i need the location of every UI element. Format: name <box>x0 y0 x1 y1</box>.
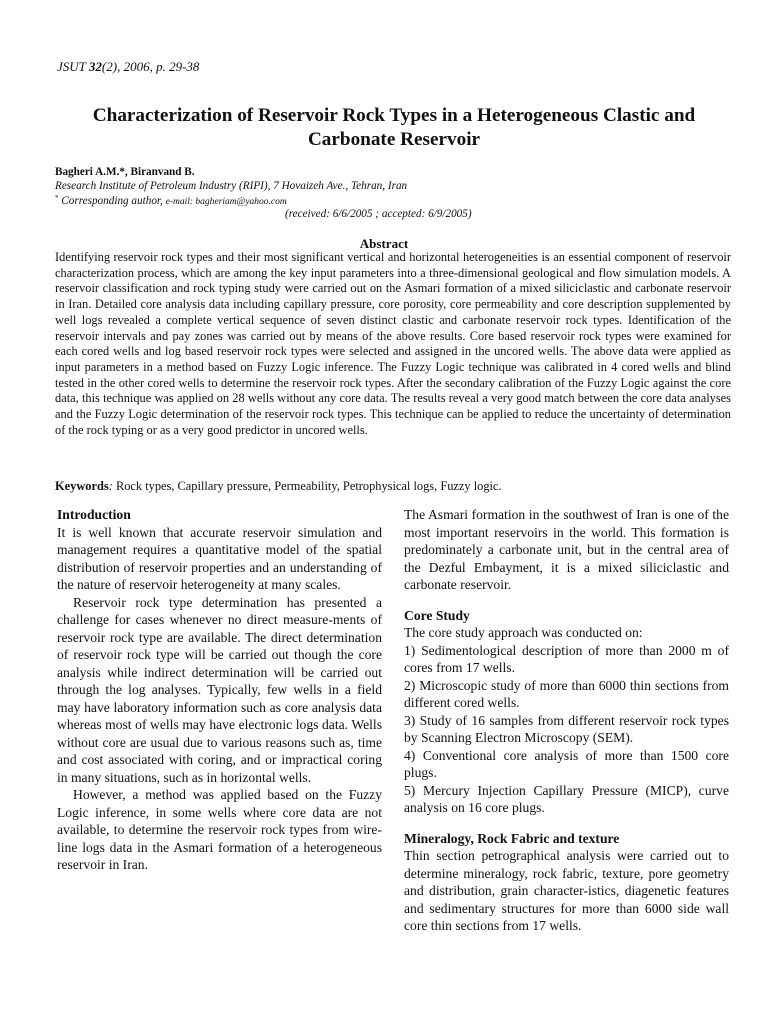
asmari-paragraph: The Asmari formation in the southwest of Iran is one of the most important reservoirs in the world. This formation is predominately a carbonate unit, but in the central area of the Dezful Embayment, it is a mixed siliciclastic and carbonate reservoir. <box>404 507 729 592</box>
right-column <box>404 506 729 935</box>
keywords-separator: : <box>108 479 116 493</box>
intro-paragraph-1: It is well known that accurate reservoir simulation and management requires a quantitative model of the spatial distribution of reservoir properties and an understanding of the nature of reservoir heterogeneity at many scales. <box>57 524 382 592</box>
mineralogy-heading: Mineralogy, Rock Fabric and texture <box>404 830 620 846</box>
asterisk-mark: * <box>55 194 59 202</box>
left-column <box>57 506 382 874</box>
keywords-label: Keywords <box>55 479 109 493</box>
intro-paragraph-3: However, a method was applied based on the Fuzzy Logic inference, in some wells where core data are not available, to determine the reservoir rock types from wire-line logs data in the Asmari formation of a heterogeneous reservoir in Iran. <box>57 787 382 872</box>
authors: Bagheri A.M.*, Biranvand B. <box>55 166 195 178</box>
core-study-item-2: 2) Microscopic study of more than 6000 thin sections from different cored wells. <box>404 677 729 710</box>
core-study-item-1: 1) Sedimentological description of more than 2000 m of cores from 17 wells. <box>404 642 729 675</box>
abstract-heading: Abstract <box>359 236 409 251</box>
core-study-intro: The core study approach was conducted on: <box>404 625 643 640</box>
keywords-list: Rock types, Capillary pressure, Permeability, Petrophysical logs, Fuzzy logic. <box>115 479 502 493</box>
journal-issue-pages: (2), 2006, p. 29-38 <box>101 59 200 74</box>
corresponding-author <box>55 194 287 207</box>
abstract-text: Identifying reservoir rock types and their most significant vertical and horizontal heterogeneities is an essential component of reservoir characterization process, which are among the key input parameters into a three-dimensional geological and flow simulation models. A reservoir classification and rock typing study were carried out on the Asmari formation of a mixed siliciclastic and carbonate reservoir in Iran. Detailed core analysis data including capillary pressure, core porosity, core permeability and core description supplemented by well logs revealed a complete vertical sequence of seven distinct clastic and carbonate reservoir rock types. Identification of the reservoir intervals and pay zones was carried out by means of the above results. Core based reservoir rock types were examined for each cored wells and log based reservoir rock types were selected and assigned in the uncored wells. The above data were applied as input parameters in a method based on Fuzzy Logic inference. The Fuzzy Logic technique was calibrated in 4 cored wells and blind tested in the other cored wells to determine the reservoir rock types. After the secondary calibration of the Fuzzy Logic against the core data, this technique was applied on 28 wells without any core data. The results reveal a very good match between the core data analyses and the Fuzzy Logic determination of the reservoir rock types. This technique can be applied to reduce the uncertainty of determination of the rock typing or as a very good predictor in uncored wells. <box>55 250 731 437</box>
journal-name: JSUT <box>57 59 89 74</box>
mineralogy-paragraph: Thin section petrographical analysis were carried out to determine mineralogy, rock fabric, texture, pore geometry and distribution, grain character-istics, diagenetic features and sedimentary structures for more than 6000 side wall core thin sections from 17 wells. <box>404 848 729 933</box>
corresponding-label: Corresponding author, <box>58 195 166 207</box>
journal-citation <box>57 59 199 75</box>
introduction-heading: Introduction <box>57 507 131 522</box>
keywords <box>55 479 731 494</box>
core-study-item-5: 5) Mercury Injection Capillary Pressure (MICP), curve analysis on 16 core plugs. <box>404 782 729 815</box>
intro-paragraph-2: Reservoir rock type determination has presented a challenge for cases whenever no direct measure-ments of reservoir rock type are available. The direct determination of reservoir rock type will be carried out though the core analysis while indirect determination will be carried out through the log analyses. Typically, few wells in a field may have laboratory information such as core analysis data whereas most of wells may have electronic logs data. Wells without core are usual due to various reasons such as, time and cost associated with coring, and or impractical coring in many situations, such as in horizontal wells. <box>57 594 382 785</box>
core-study-heading: Core Study <box>404 607 470 623</box>
author-email: e-mail: bagheriam@yahoo.com <box>165 197 287 207</box>
core-study-item-4: 4) Conventional core analysis of more than 1500 core plugs. <box>404 747 729 780</box>
core-study-item-3: 3) Study of 16 samples from different reservoir rock types by Scanning Electron Microscopy (SEM). <box>404 712 729 745</box>
journal-volume: 32 <box>88 59 102 74</box>
received-dates: (received: 6/6/2005 ; accepted: 6/9/2005) <box>285 208 472 220</box>
paper-title: Characterization of Reservoir Rock Types in a Heterogeneous Clastic and Carbonate Reservoir <box>92 105 696 150</box>
affiliation: Research Institute of Petroleum Industry (RIPI), 7 Hovaizeh Ave., Tehran, Iran <box>55 180 408 192</box>
